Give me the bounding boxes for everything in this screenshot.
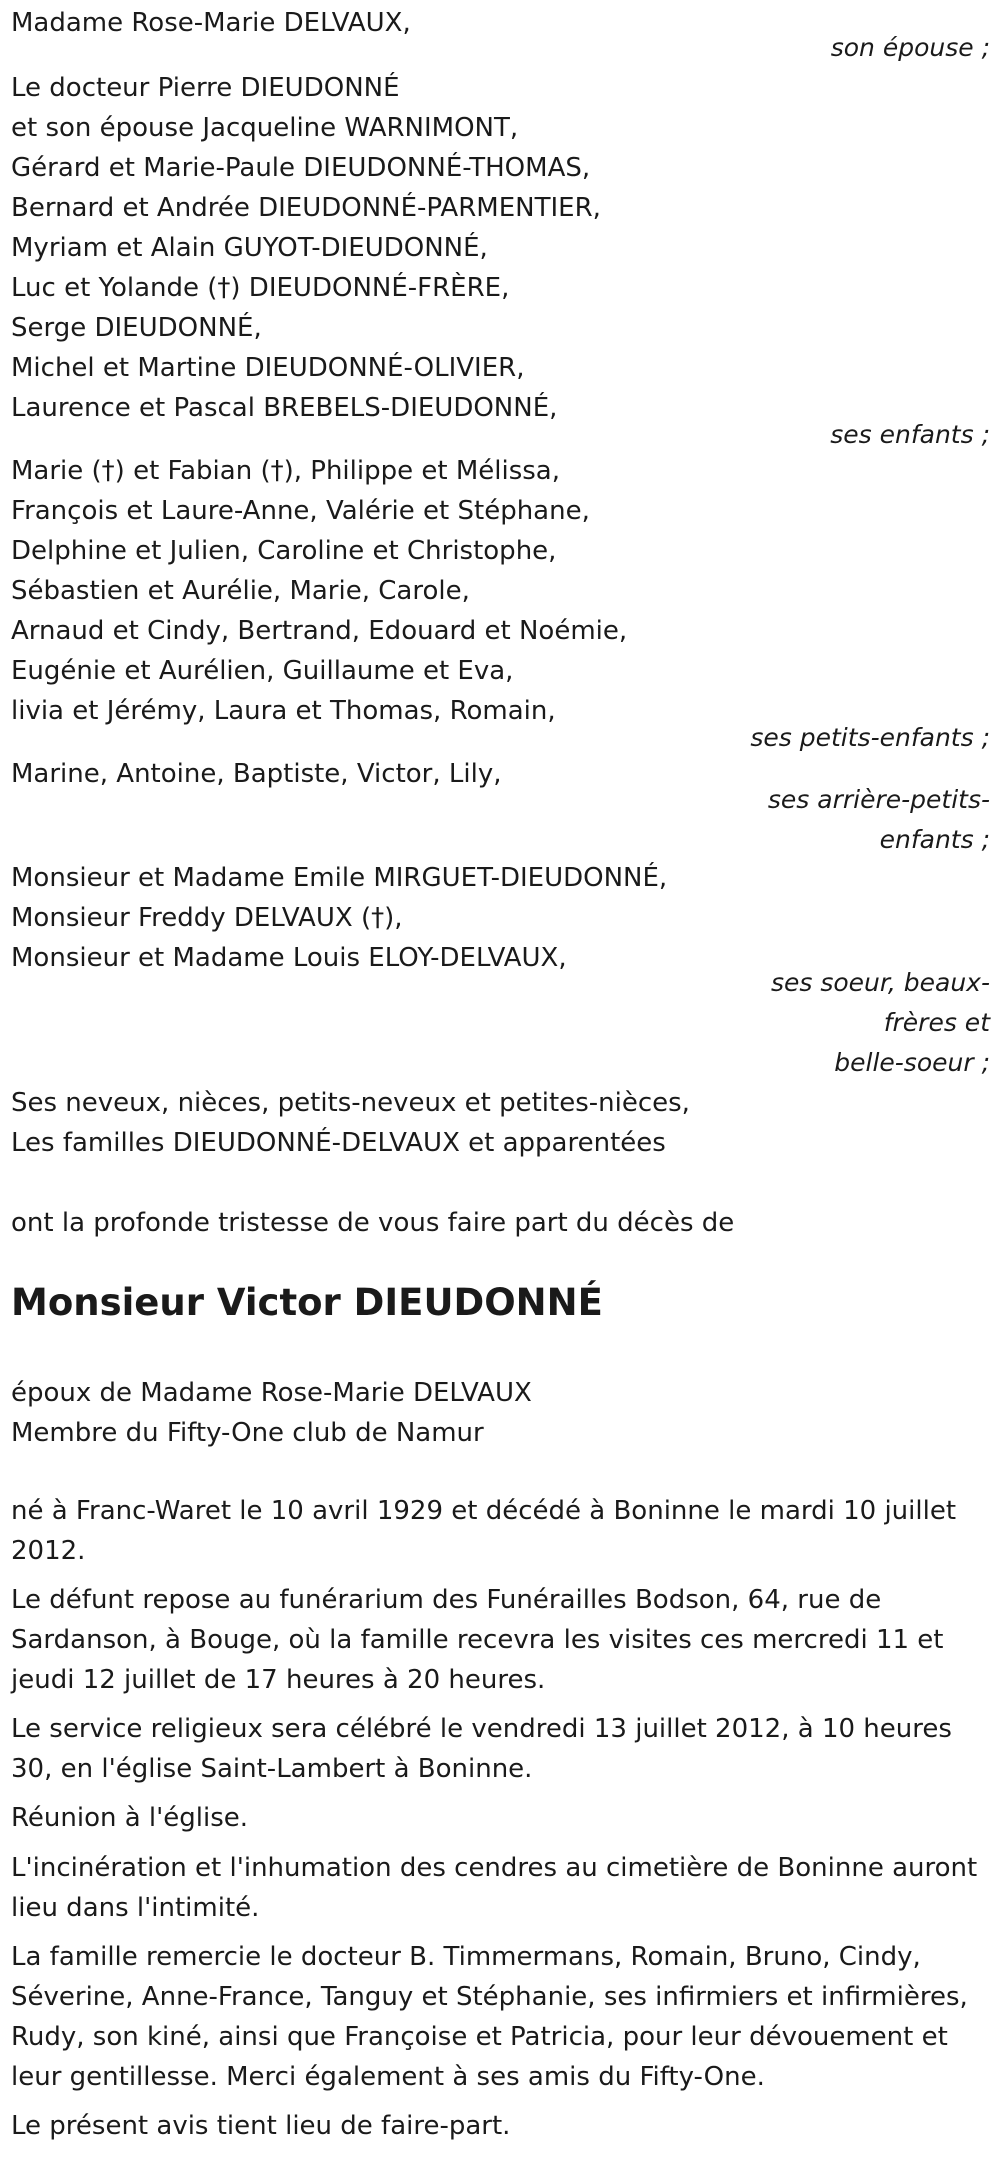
sibling-line: Monsieur Freddy DELVAUX (†),	[11, 903, 403, 933]
child-line: Bernard et Andrée DIEUDONNÉ-PARMENTIER,	[11, 193, 601, 223]
grandchild-line: Eugénie et Aurélien, Guillaume et Eva,	[11, 656, 514, 686]
extended-family-section	[11, 1083, 731, 1163]
child-line: Serge DIEUDONNÉ,	[11, 313, 262, 343]
children-role: ses enfants ;	[830, 420, 990, 449]
grandchild-line: Marie (†) et Fabian (†), Philippe et Mélissa,	[11, 456, 560, 486]
deceased-info	[11, 1373, 731, 1453]
children-section	[11, 68, 731, 428]
extended-family-line: Les familles DIEUDONNÉ-DELVAUX et apparentées	[11, 1128, 666, 1158]
child-line: Myriam et Alain GUYOT-DIEUDONNÉ,	[11, 233, 488, 263]
visitation-paragraph: Le défunt repose au funérarium des Funérailles Bodson, 64, rue de Sardanson, à Bouge, où la famille recevra les visites ces mercredi 11 et jeudi 12 juillet de 17 heures à 20 heures.	[11, 1585, 944, 1695]
grandchild-line: Sébastien et Aurélie, Marie, Carole,	[11, 576, 470, 606]
sibling-line: Monsieur et Madame Emile MIRGUET-DIEUDONNÉ,	[11, 863, 668, 893]
deceased-name: Monsieur Victor DIEUDONNÉ	[11, 1281, 603, 1324]
cremation-paragraph: L'incinération et l'inhumation des cendres au cimetière de Boninne auront lieu dans l'intimité.	[11, 1853, 978, 1923]
siblings-role: ses soeur, beaux- frères et belle-soeur ;	[770, 968, 990, 1077]
grandchildren-role: ses petits-enfants ;	[750, 723, 990, 752]
grandchildren-section	[11, 451, 731, 731]
grandchild-line: Delphine et Julien, Caroline et Christophe,	[11, 536, 557, 566]
great-grandchild-line: Marine, Antoine, Baptiste, Victor, Lily,	[11, 759, 502, 789]
thanks-paragraph: La famille remercie le docteur B. Timmermans, Romain, Bruno, Cindy, Séverine, Anne-France, Tanguy et Stéphanie, ses infirmiers et infirmières, Rudy, son kiné, ainsi que Françoise et Patricia, pour leur dévouement et leur gentillesse. Merci également à ses amis du Fifty-One.	[11, 1942, 968, 2092]
birth-death-paragraph: né à Franc-Waret le 10 avril 1929 et décédé à Boninne le mardi 10 juillet 2012.	[11, 1496, 957, 1566]
meeting-paragraph: Réunion à l'église.	[11, 1803, 249, 1833]
service-paragraph: Le service religieux sera célébré le vendredi 13 juillet 2012, à 10 heures 30, en l'église Saint-Lambert à Boninne.	[11, 1714, 952, 1784]
great-grandchildren-role: ses arrière-petits- enfants ;	[767, 785, 990, 854]
siblings-section	[11, 858, 731, 978]
grandchild-line: livia et Jérémy, Laura et Thomas, Romain,	[11, 696, 556, 726]
child-line: Laurence et Pascal BREBELS-DIEUDONNÉ,	[11, 393, 558, 423]
announcement: ont la profonde tristesse de vous faire part du décès de	[11, 1208, 735, 1238]
child-line: Michel et Martine DIEUDONNÉ-OLIVIER,	[11, 353, 525, 383]
sibling-line: Monsieur et Madame Louis ELOY-DELVAUX,	[11, 943, 567, 973]
great-grandchildren-section	[11, 754, 731, 794]
child-line: Gérard et Marie-Paule DIEUDONNÉ-THOMAS,	[11, 153, 591, 183]
spouse-section	[11, 3, 731, 43]
extended-family-line: Ses neveux, nièces, petits-neveux et petites-nièces,	[11, 1088, 690, 1118]
deceased-info-line: Membre du Fifty-One club de Namur	[11, 1418, 484, 1448]
child-line: Luc et Yolande (†) DIEUDONNÉ-FRÈRE,	[11, 273, 510, 303]
grandchild-line: François et Laure-Anne, Valérie et Stéphane,	[11, 496, 590, 526]
spouse-line: Madame Rose-Marie DELVAUX,	[11, 8, 411, 38]
child-line: Le docteur Pierre DIEUDONNÉ	[11, 73, 400, 103]
closing-paragraph: Le présent avis tient lieu de faire-part.	[11, 2111, 511, 2141]
spouse-role: son épouse ;	[830, 33, 990, 62]
grandchild-line: Arnaud et Cindy, Bertrand, Edouard et Noémie,	[11, 616, 628, 646]
child-line: et son épouse Jacqueline WARNIMONT,	[11, 113, 519, 143]
deceased-info-line: époux de Madame Rose-Marie DELVAUX	[11, 1378, 532, 1408]
